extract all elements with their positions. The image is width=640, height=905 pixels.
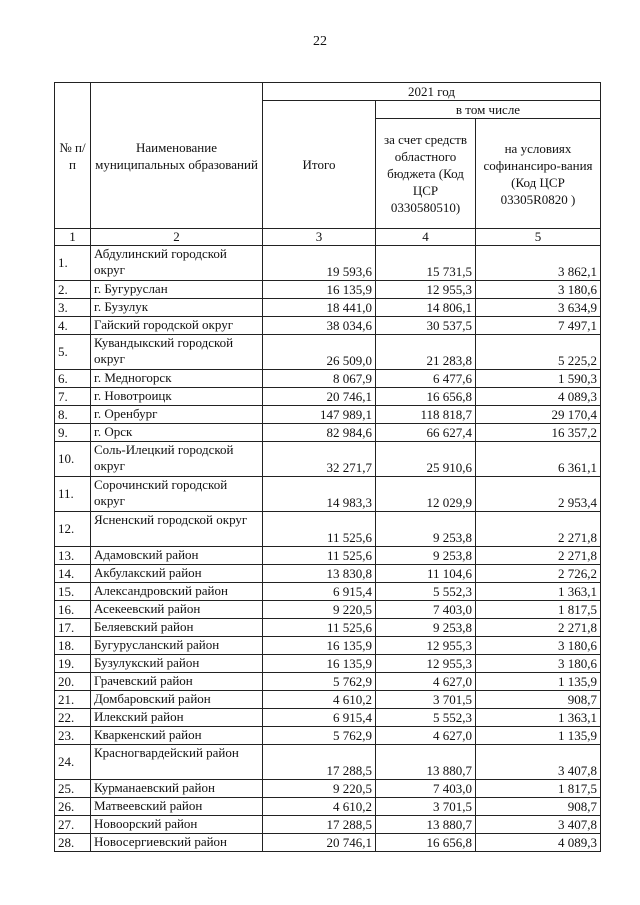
municipality-name: Домбаровский район <box>91 691 263 709</box>
cofinancing-value: 1 363,1 <box>476 709 601 727</box>
total-value: 11 525,6 <box>263 547 376 565</box>
cofinancing-value: 7 497,1 <box>476 317 601 335</box>
cofinancing-value: 3 634,9 <box>476 299 601 317</box>
municipality-name: Александровский район <box>91 583 263 601</box>
regional-budget-value: 16 656,8 <box>376 834 476 852</box>
municipality-name: Бугурусланский район <box>91 637 263 655</box>
total-value: 16 135,9 <box>263 281 376 299</box>
regional-budget-value: 66 627,4 <box>376 424 476 442</box>
total-value: 17 288,5 <box>263 816 376 834</box>
regional-budget-value: 11 104,6 <box>376 565 476 583</box>
total-value: 19 593,6 <box>263 246 376 281</box>
row-number: 19. <box>55 655 91 673</box>
table-row <box>55 406 601 424</box>
table-row <box>55 565 601 583</box>
regional-budget-value: 15 731,5 <box>376 246 476 281</box>
municipality-name: Новоорский район <box>91 816 263 834</box>
municipality-name: Красногвардейский район <box>91 745 263 780</box>
total-value: 16 135,9 <box>263 637 376 655</box>
cofinancing-value: 3 407,8 <box>476 816 601 834</box>
total-value: 6 915,4 <box>263 709 376 727</box>
table-row <box>55 619 601 637</box>
row-number: 10. <box>55 442 91 477</box>
column-number-4: 4 <box>376 229 476 246</box>
row-number: 27. <box>55 816 91 834</box>
table-row <box>55 512 601 547</box>
cofinancing-value: 16 357,2 <box>476 424 601 442</box>
municipality-name: Новосергиевский район <box>91 834 263 852</box>
table-row <box>55 477 601 512</box>
row-number: 5. <box>55 335 91 370</box>
total-value: 11 525,6 <box>263 512 376 547</box>
row-number: 13. <box>55 547 91 565</box>
column-number-2: 2 <box>91 229 263 246</box>
row-number: 12. <box>55 512 91 547</box>
header-year: 2021 год <box>263 83 601 101</box>
column-number-1: 1 <box>55 229 91 246</box>
cofinancing-value: 5 225,2 <box>476 335 601 370</box>
total-value: 5 762,9 <box>263 727 376 745</box>
municipality-name: Соль-Илецкий городской округ <box>91 442 263 477</box>
cofinancing-value: 3 180,6 <box>476 637 601 655</box>
municipality-name: Матвеевский район <box>91 798 263 816</box>
total-value: 17 288,5 <box>263 745 376 780</box>
total-value: 5 762,9 <box>263 673 376 691</box>
regional-budget-value: 13 880,7 <box>376 745 476 780</box>
regional-budget-value: 30 537,5 <box>376 317 476 335</box>
table-row <box>55 637 601 655</box>
total-value: 20 746,1 <box>263 388 376 406</box>
row-number: 2. <box>55 281 91 299</box>
table-row <box>55 442 601 477</box>
municipality-name: Кувандыкский городской округ <box>91 335 263 370</box>
municipality-name: г. Бузулук <box>91 299 263 317</box>
page-number: 22 <box>313 34 327 49</box>
cofinancing-value: 1 135,9 <box>476 727 601 745</box>
row-number: 3. <box>55 299 91 317</box>
table-row <box>55 727 601 745</box>
budget-table <box>54 82 601 852</box>
regional-budget-value: 12 029,9 <box>376 477 476 512</box>
table-row <box>55 317 601 335</box>
total-value: 16 135,9 <box>263 655 376 673</box>
cofinancing-value: 29 170,4 <box>476 406 601 424</box>
header-cofinancing: на условиях софинансиро-вания (Код ЦСР 03305R0820 ) <box>476 119 601 229</box>
row-number: 25. <box>55 780 91 798</box>
municipality-name: г. Медногорск <box>91 370 263 388</box>
row-number: 14. <box>55 565 91 583</box>
row-number: 9. <box>55 424 91 442</box>
regional-budget-value: 21 283,8 <box>376 335 476 370</box>
total-value: 20 746,1 <box>263 834 376 852</box>
table-row <box>55 583 601 601</box>
table-row <box>55 424 601 442</box>
total-value: 38 034,6 <box>263 317 376 335</box>
total-value: 13 830,8 <box>263 565 376 583</box>
regional-budget-value: 9 253,8 <box>376 619 476 637</box>
table-row <box>55 370 601 388</box>
cofinancing-value: 4 089,3 <box>476 834 601 852</box>
cofinancing-value: 2 726,2 <box>476 565 601 583</box>
table-row <box>55 816 601 834</box>
table-row <box>55 798 601 816</box>
municipality-name: Беляевский район <box>91 619 263 637</box>
cofinancing-value: 1 363,1 <box>476 583 601 601</box>
table-row <box>55 745 601 780</box>
cofinancing-value: 1 590,3 <box>476 370 601 388</box>
row-number: 28. <box>55 834 91 852</box>
cofinancing-value: 1 817,5 <box>476 780 601 798</box>
row-number: 8. <box>55 406 91 424</box>
municipality-name: Илекский район <box>91 709 263 727</box>
regional-budget-value: 14 806,1 <box>376 299 476 317</box>
cofinancing-value: 2 271,8 <box>476 512 601 547</box>
regional-budget-value: 7 403,0 <box>376 780 476 798</box>
header-total: Итого <box>263 101 376 229</box>
total-value: 9 220,5 <box>263 601 376 619</box>
regional-budget-value: 9 253,8 <box>376 512 476 547</box>
municipality-name: г. Орск <box>91 424 263 442</box>
table-body <box>55 246 601 852</box>
municipality-name: Курманаевский район <box>91 780 263 798</box>
row-number: 1. <box>55 246 91 281</box>
total-value: 8 067,9 <box>263 370 376 388</box>
table-row <box>55 655 601 673</box>
column-number-row <box>55 229 601 246</box>
table-row <box>55 780 601 798</box>
row-number: 20. <box>55 673 91 691</box>
cofinancing-value: 2 271,8 <box>476 619 601 637</box>
row-number: 16. <box>55 601 91 619</box>
total-value: 26 509,0 <box>263 335 376 370</box>
cofinancing-value: 3 862,1 <box>476 246 601 281</box>
row-number: 7. <box>55 388 91 406</box>
total-value: 4 610,2 <box>263 798 376 816</box>
column-number-3: 3 <box>263 229 376 246</box>
total-value: 147 989,1 <box>263 406 376 424</box>
regional-budget-value: 5 552,3 <box>376 583 476 601</box>
row-number: 24. <box>55 745 91 780</box>
municipality-name: Абдулинский городской округ <box>91 246 263 281</box>
table-row <box>55 246 601 281</box>
municipality-name: Грачевский район <box>91 673 263 691</box>
regional-budget-value: 4 627,0 <box>376 673 476 691</box>
column-number-5: 5 <box>476 229 601 246</box>
cofinancing-value: 1 817,5 <box>476 601 601 619</box>
regional-budget-value: 3 701,5 <box>376 691 476 709</box>
regional-budget-value: 5 552,3 <box>376 709 476 727</box>
total-value: 82 984,6 <box>263 424 376 442</box>
table-row <box>55 673 601 691</box>
regional-budget-value: 25 910,6 <box>376 442 476 477</box>
total-value: 4 610,2 <box>263 691 376 709</box>
row-number: 26. <box>55 798 91 816</box>
municipality-name: г. Оренбург <box>91 406 263 424</box>
table-row <box>55 299 601 317</box>
table-row <box>55 547 601 565</box>
regional-budget-value: 7 403,0 <box>376 601 476 619</box>
municipality-name: Сорочинский городской округ <box>91 477 263 512</box>
row-number: 11. <box>55 477 91 512</box>
header-num: № п/п <box>55 83 91 229</box>
row-number: 17. <box>55 619 91 637</box>
total-value: 14 983,3 <box>263 477 376 512</box>
regional-budget-value: 13 880,7 <box>376 816 476 834</box>
municipality-name: Акбулакский район <box>91 565 263 583</box>
municipality-name: Бузулукский район <box>91 655 263 673</box>
cofinancing-value: 2 953,4 <box>476 477 601 512</box>
row-number: 21. <box>55 691 91 709</box>
municipality-name: Гайский городской округ <box>91 317 263 335</box>
header-name: Наименование муниципальных образований <box>91 83 263 229</box>
table-header <box>55 83 601 246</box>
regional-budget-value: 9 253,8 <box>376 547 476 565</box>
regional-budget-value: 16 656,8 <box>376 388 476 406</box>
municipality-name: Адамовский район <box>91 547 263 565</box>
table-row <box>55 388 601 406</box>
header-including: в том числе <box>376 101 601 119</box>
municipality-name: г. Бугуруслан <box>91 281 263 299</box>
row-number: 23. <box>55 727 91 745</box>
municipality-name: Ясненский городской округ <box>91 512 263 547</box>
row-number: 4. <box>55 317 91 335</box>
regional-budget-value: 12 955,3 <box>376 637 476 655</box>
cofinancing-value: 1 135,9 <box>476 673 601 691</box>
row-number: 18. <box>55 637 91 655</box>
total-value: 11 525,6 <box>263 619 376 637</box>
regional-budget-value: 12 955,3 <box>376 655 476 673</box>
municipality-name: г. Новотроицк <box>91 388 263 406</box>
cofinancing-value: 6 361,1 <box>476 442 601 477</box>
cofinancing-value: 908,7 <box>476 691 601 709</box>
total-value: 32 271,7 <box>263 442 376 477</box>
table-row <box>55 281 601 299</box>
total-value: 6 915,4 <box>263 583 376 601</box>
header-regional-budget: за счет средств областного бюджета (Код ЦСР 0330580510) <box>376 119 476 229</box>
table-row <box>55 601 601 619</box>
regional-budget-value: 3 701,5 <box>376 798 476 816</box>
cofinancing-value: 3 407,8 <box>476 745 601 780</box>
cofinancing-value: 908,7 <box>476 798 601 816</box>
table-row <box>55 691 601 709</box>
row-number: 15. <box>55 583 91 601</box>
row-number: 6. <box>55 370 91 388</box>
regional-budget-value: 12 955,3 <box>376 281 476 299</box>
cofinancing-value: 4 089,3 <box>476 388 601 406</box>
regional-budget-value: 118 818,7 <box>376 406 476 424</box>
municipality-name: Асекеевский район <box>91 601 263 619</box>
table-row <box>55 335 601 370</box>
cofinancing-value: 3 180,6 <box>476 655 601 673</box>
total-value: 18 441,0 <box>263 299 376 317</box>
table-row <box>55 834 601 852</box>
cofinancing-value: 2 271,8 <box>476 547 601 565</box>
municipality-name: Кваркенский район <box>91 727 263 745</box>
regional-budget-value: 6 477,6 <box>376 370 476 388</box>
cofinancing-value: 3 180,6 <box>476 281 601 299</box>
total-value: 9 220,5 <box>263 780 376 798</box>
table-row <box>55 709 601 727</box>
row-number: 22. <box>55 709 91 727</box>
regional-budget-value: 4 627,0 <box>376 727 476 745</box>
